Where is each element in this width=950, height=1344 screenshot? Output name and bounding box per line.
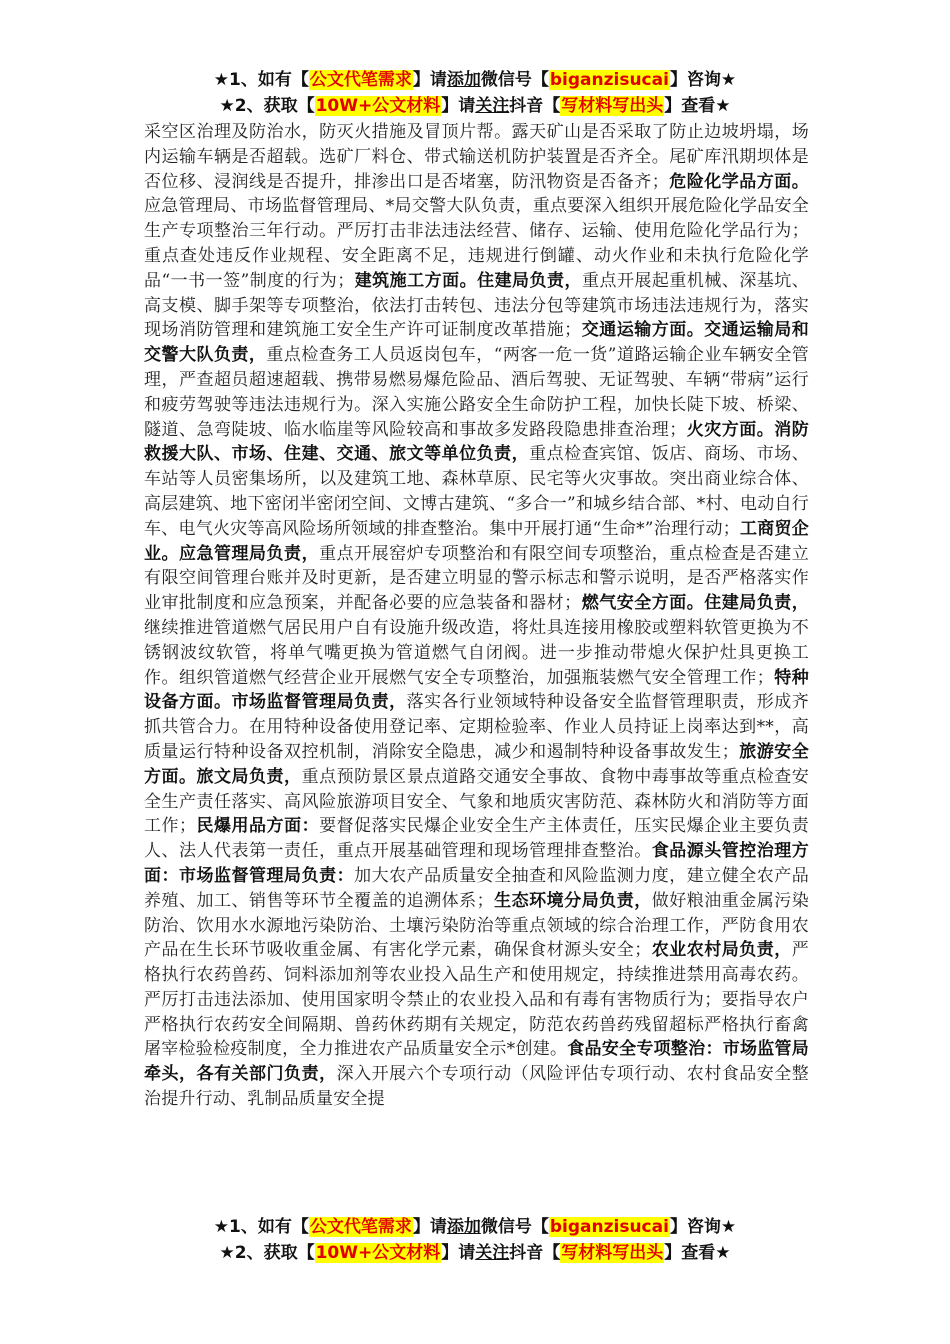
body-segment: 重点预防景区景点道路交通安全事故、食物中毒事故等重点检查安全生产责任落实、高风险旅游项目安全、气象和地质灾害防范、森林防火和消防等方面工作； (144, 766, 809, 837)
body-segment: 采空区治理及防治水，防灭火措施及冒顶片帮。露天矿山是否采取了防止边坡坍塌，场内运输车辆是否超载。选矿厂料仓、带式输送机防护装置是否齐全。尾矿库汛期坝体是否位移、浸润线是否提升，排渗出口是否堵塞，防汛物资是否备齐； (144, 122, 809, 192)
body-paragraph (144, 120, 809, 1212)
body-segment: 重点检查宾馆、饭店、商场、市场、车站等人员密集场所，以及建筑工地、森林草原、民宅等火灾事故。突出商业综合体、高层建筑、地下密闭半密闭空间、文博古建筑、“多合一”和城乡结合部、*村、电动自行车、电气火灾等高风险场所领域的排查整治。集中开展打通“生命*”治理行动； (144, 444, 809, 539)
banner-text: 抖音【 (509, 96, 561, 116)
body-segment: 落实各行业领域特种设备安全监督管理职责，形成齐抓共管合力。在用特种设备使用登记率、定期检验率、作业人员持证上岗率达到**，高质量运行特种设备双控机制，消除安全隐患，减少和遏制特种设备事故发生； (144, 692, 809, 762)
section-heading: 食品源头管控治理方面：市场监督管理局负责： (144, 841, 809, 886)
banner-highlight: 10W+公文材料 (315, 1243, 441, 1263)
banner-text: 微信号【 (480, 1217, 549, 1237)
banner-text: ★2、获取【 (219, 1243, 315, 1263)
section-heading: 生态环境分局负责， (493, 890, 652, 911)
body-segment: 要督促落实民爆企业安全生产主体责任，压实民爆企业主要负责人、法人代表第一责任，重点开展基础管理和现场管理排查整治。 (144, 816, 809, 862)
banner-highlight: 公文代笔需求 (309, 70, 412, 90)
body-segment: 重点开展起重机械、深基坑、高支模、脚手架等专项整治，依法打击转包、违法分包等建筑市场违法违规行为，落实现场消防管理和建筑施工安全生产许可证制度改革措施； (144, 270, 809, 341)
banner-highlight: 公文代笔需求 (309, 1217, 412, 1237)
banner-text: 抖音【 (509, 1243, 561, 1263)
banner-highlight: 写材料写出头 (561, 96, 664, 116)
banner-underline: 关注 (475, 96, 510, 116)
banner-text: 】请 (412, 70, 447, 90)
section-heading: 农业农村局负责， (651, 940, 792, 961)
body-segment: 深入开展六个专项行动（风险评估专项行动、农村食品安全整治提升行动、乳制品质量安全提 (144, 1064, 809, 1110)
promo-banner-top-line-2 (0, 94, 950, 118)
section-heading: 火灾方面。消防救援大队、市场、住建、交通、旅文等单位负责， (144, 419, 809, 465)
section-heading: 燃气安全方面。住建局负责， (581, 593, 809, 614)
banner-text: 】咨询★ (669, 1217, 737, 1237)
section-heading: 交通运输方面。交通运输局和交警大队负责， (144, 320, 809, 366)
banner-highlight: biganzisucai (549, 70, 669, 90)
section-heading: 食品安全专项整治：市场监管局牵头，各有关部门负责， (144, 1039, 809, 1085)
banner-text: 】请 (412, 1217, 447, 1237)
banner-highlight: 10W+公文材料 (315, 96, 441, 116)
section-heading: 旅游安全方面。旅文局负责， (144, 741, 809, 787)
banner-text: ★2、获取【 (219, 96, 315, 116)
section-heading: 工商贸企业。应急管理局负责， (144, 518, 809, 564)
promo-banner-bottom-line-1 (0, 1215, 950, 1239)
promo-banner-top-line-1 (0, 68, 950, 92)
banner-underline: 关注 (475, 1243, 510, 1263)
banner-text: 微信号【 (480, 70, 549, 90)
body-segment: 做好粮油重金属污染防治、饮用水水源地污染防治、土壤污染防治等重点领域的综合治理工作，严防食用农产品在生长环节吸收重金属、有害化学元素，确保食材源头安全； (144, 890, 809, 961)
banner-highlight: biganzisucai (549, 1217, 669, 1237)
section-heading: 民爆用品方面： (196, 816, 320, 837)
body-segment: 重点检查务工人员返岗包车，“两客一危一货”道路运输企业车辆安全管理，严查超员超速超载、携带易燃易爆危险品、酒后驾驶、无证驾驶、车辆“带病”运行和疲劳驾驶等违法违规行为。深入实施公路安全生命防护工程，加快长陡下坡、桥梁、隧道、急弯陡坡、临水临崖等风险较高和事故多发路段隐患排查治理； (144, 345, 809, 440)
body-segment: 严格执行农药兽药、饲料添加剂等农业投入品生产和使用规定，持续推进禁用高毒农药。严厉打击违法添加、使用国家明令禁止的农业投入品和有毒有害物质行为；要指导农户严格执行农药安全间隔期、兽药休药期有关规定，防范农药兽药残留超标严格执行畜禽屠宰检验检疫制度，全力推进农产品质量安全示*创建。 (144, 940, 809, 1060)
banner-text: 】请 (441, 1243, 476, 1263)
banner-text: 】请 (441, 96, 476, 116)
banner-underline: 添加 (446, 70, 481, 90)
banner-text: 】查看★ (664, 96, 731, 116)
banner-highlight: 写材料写出头 (561, 1243, 664, 1263)
section-heading: 建筑施工方面。住建局负责， (354, 270, 582, 291)
section-heading: 特种设备方面。市场监督管理局负责， (144, 667, 809, 713)
banner-text: 】咨询★ (669, 70, 737, 90)
body-segment: 重点开展窑炉专项整治和有限空间专项整治，重点检查是否建立有限空间管理台账并及时更新，是否建立明显的警示标志和警示说明，是否严格落实作业审批制度和应急预案，并配备必要的应急装备和器材； (144, 543, 809, 614)
banner-text: 】查看★ (664, 1243, 731, 1263)
body-segment: 加大农产品质量安全抽查和风险监测力度，建立健全农产品养殖、加工、销售等环节全覆盖的追溯体系； (144, 865, 809, 911)
promo-banner-bottom-line-2 (0, 1241, 950, 1265)
banner-text: ★1、如有【 (213, 70, 309, 90)
body-segment: 继续推进管道燃气居民用户自有设施升级改造，将灶具连接用橡胶或塑料软管更换为不锈钢波纹软管，将单气嘴更换为管道燃气自闭阀。进一步推动带熄火保护灶具更换工作。组织管道燃气经营企业开展燃气安全专项整治，加强瓶装燃气安全管理工作； (144, 617, 809, 688)
banner-underline: 添加 (446, 1217, 481, 1237)
banner-text: ★1、如有【 (213, 1217, 309, 1237)
body-segment: 应急管理局、市场监督管理局、*局交警大队负责，重点要深入组织开展危险化学品安全生产专项整治三年行动。严厉打击非法违法经营、储存、运输、使用危险化学品行为；重点查处违反作业规程、安全距离不足，违规进行倒罐、动火作业和未执行危险化学品“一书一签”制度的行为； (144, 196, 809, 291)
section-heading: 危险化学品方面。 (668, 171, 809, 192)
